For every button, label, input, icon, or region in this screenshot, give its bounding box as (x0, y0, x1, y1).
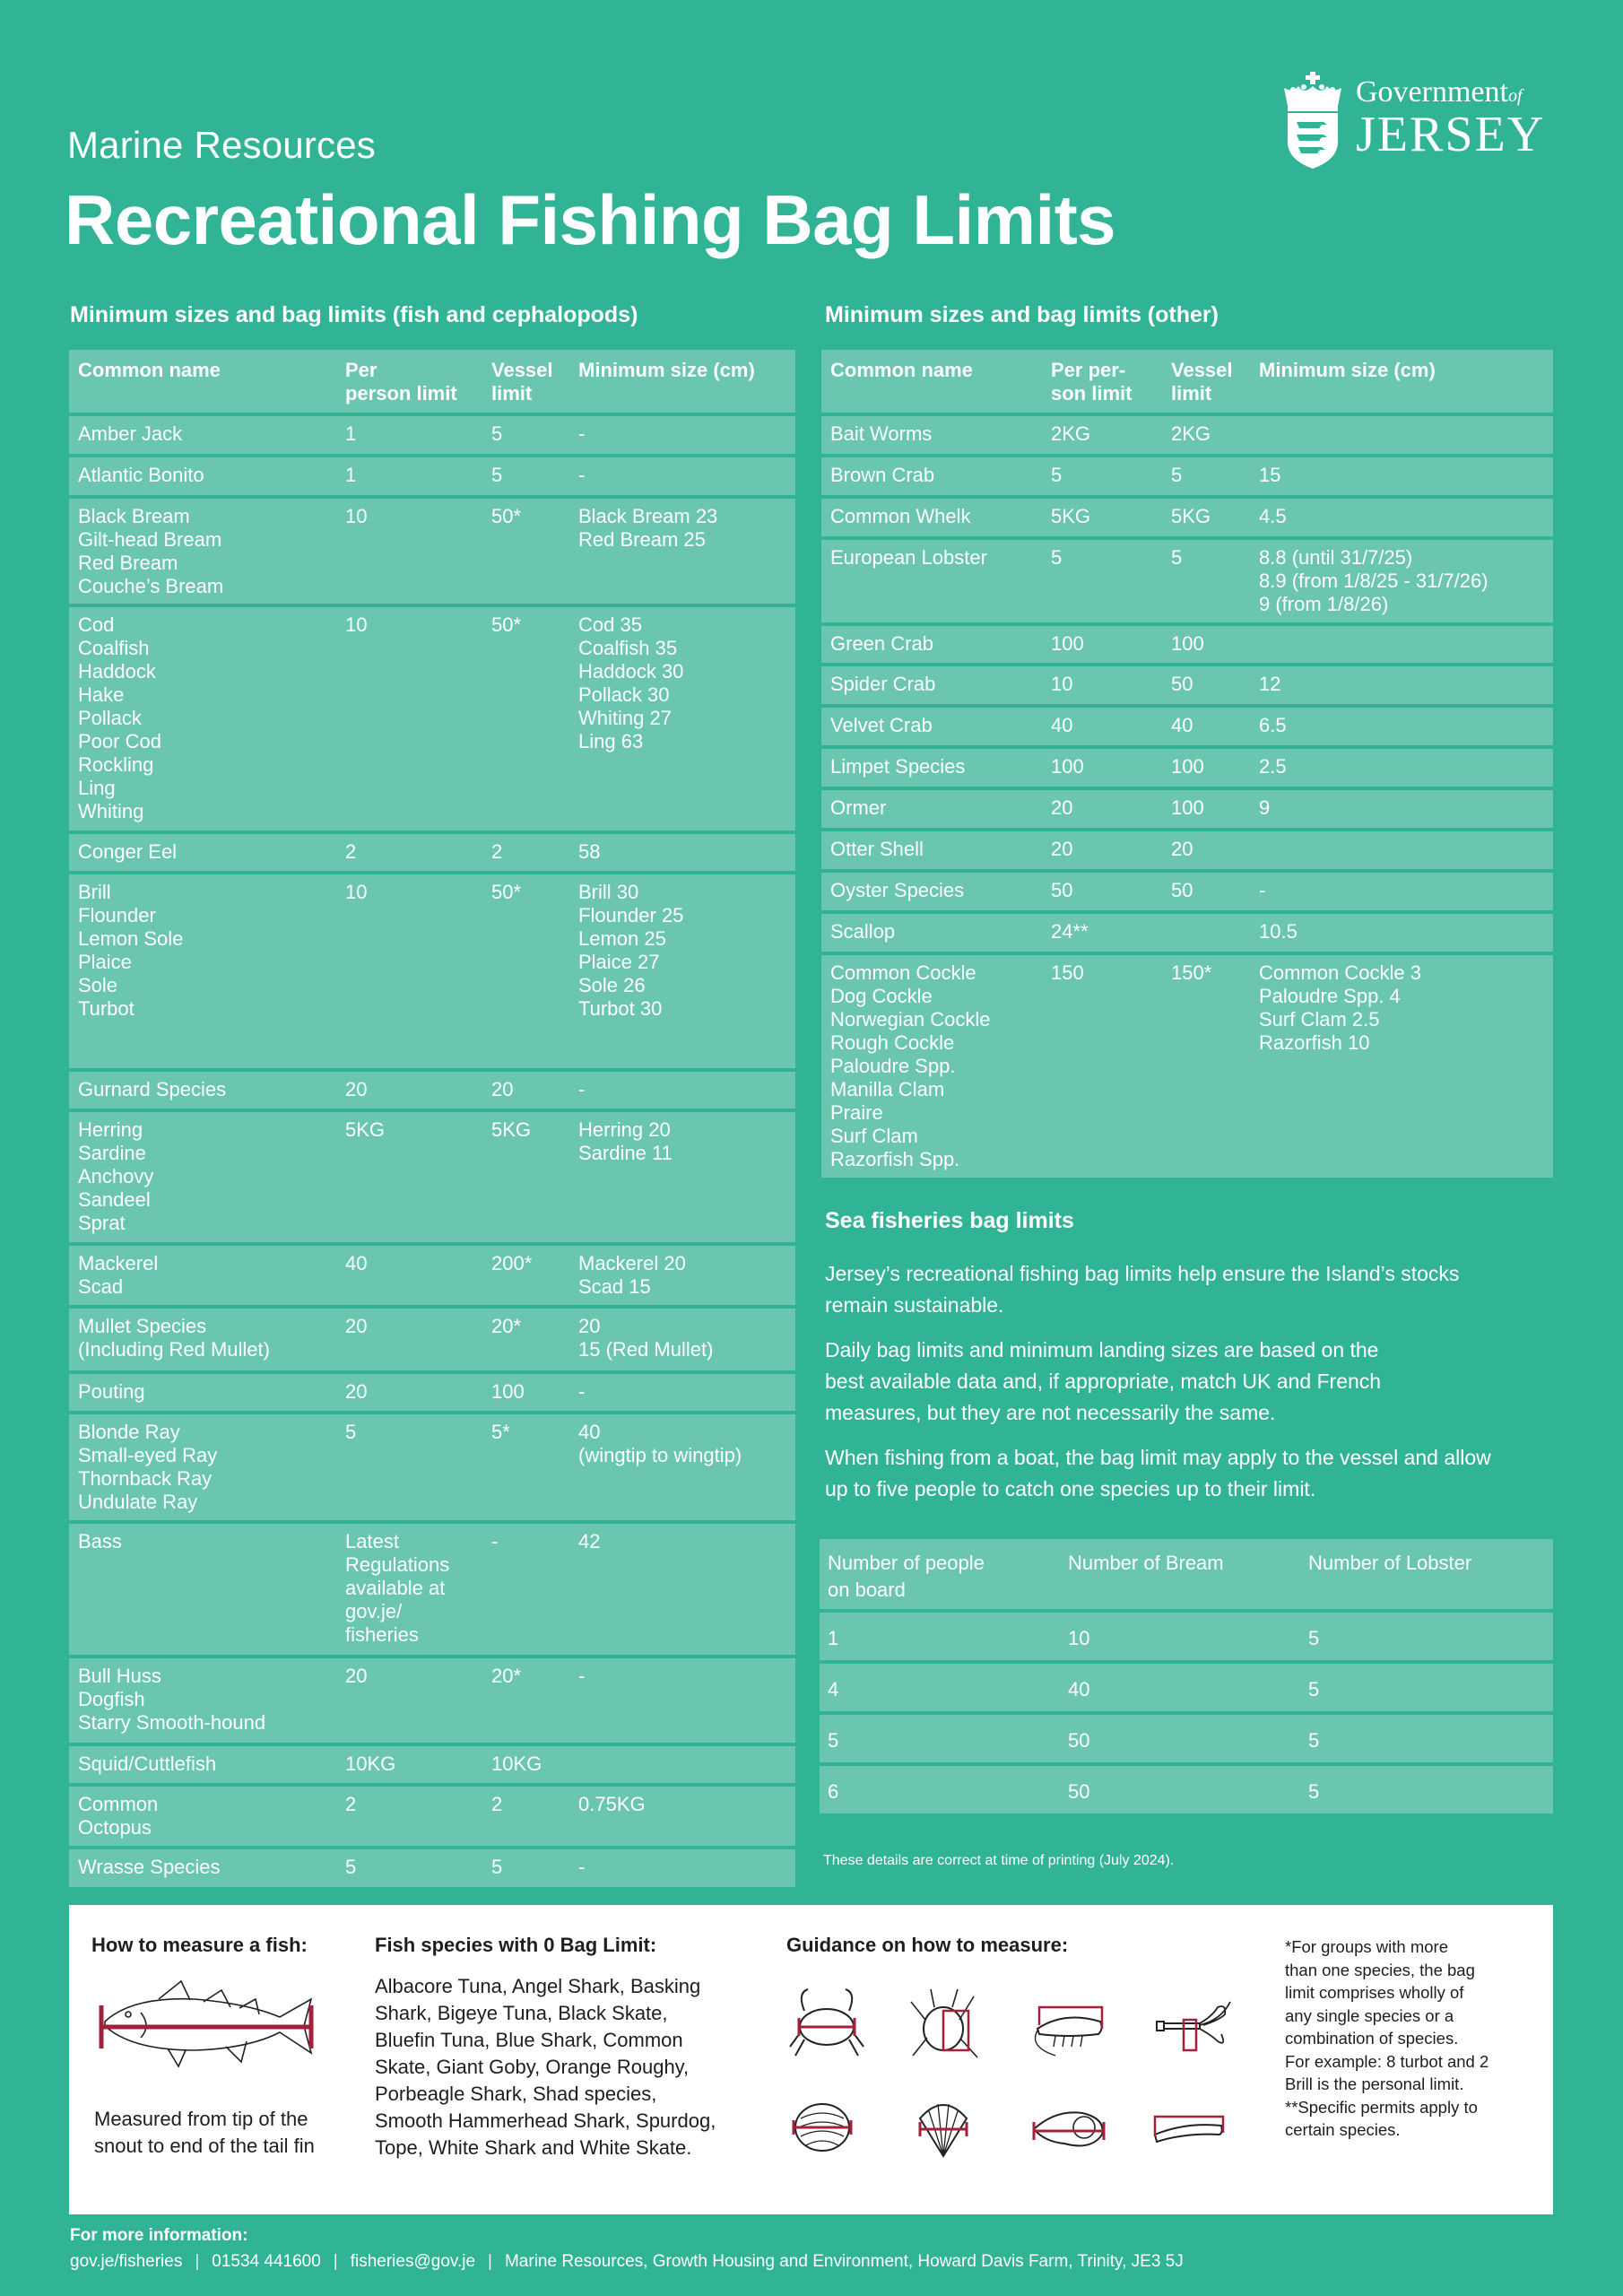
per-person-limit: Latest Regulations available at gov.je/ fisheries (345, 1524, 491, 1655)
species-name: Oyster Species (821, 873, 1051, 910)
whelk-icon (1028, 2083, 1114, 2172)
col-header-min-size: Minimum size (cm) (1259, 350, 1553, 413)
table-row (69, 834, 795, 871)
minimum-size: 4.5 (1259, 499, 1553, 536)
col-header-common-name: Common name (69, 350, 345, 413)
vessel-limit: 2 (491, 1787, 578, 1846)
table-row (821, 499, 1553, 536)
minimum-size: 20 15 (Red Mullet) (578, 1309, 795, 1370)
table-header-row (820, 1539, 1553, 1609)
minimum-size: Mackerel 20 Scad 15 (578, 1246, 795, 1305)
guidance-heading: Guidance on how to measure: (786, 1934, 1069, 1956)
vessel-limit: 5 (1171, 540, 1259, 622)
per-person-limit: 20 (345, 1658, 491, 1743)
table-row (69, 1746, 795, 1783)
species-name: Common Whelk (821, 499, 1051, 536)
vessel-limit: 20 (1171, 831, 1259, 869)
species-name: Brill Flounder Lemon Sole Plaice Sole Turbot (69, 874, 345, 1068)
logo-government-text: Government (1356, 75, 1508, 109)
col-header-vessel: Vessel limit (1171, 350, 1259, 413)
table-row (821, 790, 1553, 828)
per-person-limit: 1 (345, 416, 491, 454)
table-row (821, 749, 1553, 787)
separator: | (333, 2252, 338, 2271)
measurement-guidance-panel (69, 1905, 1553, 2214)
table-row (820, 1715, 1553, 1762)
table-row (820, 1613, 1553, 1660)
species-name: Wrasse Species (69, 1849, 345, 1887)
species-name: Cod Coalfish Haddock Hake Pollack Poor Cod Rockling Ling Whiting (69, 607, 345, 831)
minimum-size: Herring 20 Sardine 11 (578, 1112, 795, 1242)
table-header-row (69, 350, 795, 413)
species-name: Mackerel Scad (69, 1246, 345, 1305)
table-row (69, 1374, 795, 1411)
clam-icon (786, 2083, 872, 2172)
vessel-limit: 5 (491, 457, 578, 495)
measure-fish-heading: How to measure a fish: (91, 1934, 308, 1956)
per-person-limit: 5 (1051, 540, 1171, 622)
vessel-limit: 5 (491, 1849, 578, 1887)
vessel-limit: 5KG (1171, 499, 1259, 536)
jersey-crest-icon (1280, 70, 1345, 170)
table-row (821, 914, 1553, 952)
species-name: Velvet Crab (821, 708, 1051, 745)
table-row (69, 1658, 795, 1743)
vessel-limit: 50 (1171, 873, 1259, 910)
sea-fisheries-text (825, 1258, 1551, 1505)
table-row (821, 457, 1553, 495)
table-row (820, 1664, 1553, 1711)
species-name: Brown Crab (821, 457, 1051, 495)
people-on-board: 5 (820, 1715, 1060, 1762)
col-header-per-person: Per person limit (345, 350, 491, 413)
species-name: Bull Huss Dogfish Starry Smooth-hound (69, 1658, 345, 1743)
table-row (821, 666, 1553, 704)
species-name: Mullet Species (Including Red Mullet) (69, 1309, 345, 1370)
table-row (69, 1112, 795, 1242)
zero-limit-heading: Fish species with 0 Bag Limit: (375, 1934, 657, 1956)
table-row (69, 1849, 795, 1887)
table-row (69, 499, 795, 604)
vessel-limit: 5 (1171, 457, 1259, 495)
per-person-limit: 5KG (345, 1112, 491, 1242)
other-bag-limits-table (821, 346, 1553, 1181)
col-header-lobster: Number of Lobster (1300, 1539, 1553, 1609)
minimum-size: - (578, 1072, 795, 1109)
species-name: Spider Crab (821, 666, 1051, 704)
species-name: Pouting (69, 1374, 345, 1411)
minimum-size: Brill 30 Flounder 25 Lemon 25 Plaice 27 Sole 26 Turbot 30 (578, 874, 795, 1068)
per-person-limit: 2 (345, 834, 491, 871)
paragraph: Jersey’s recreational fishing bag limits help ensure the Island’s stocks remain sustainable. (825, 1262, 1460, 1317)
minimum-size: 2.5 (1259, 749, 1553, 787)
per-person-limit: 2KG (1051, 416, 1171, 454)
minimum-size (1259, 416, 1553, 454)
vessel-limit: 50* (491, 499, 578, 604)
fish-table-heading: Minimum sizes and bag limits (fish and cephalopods) (70, 302, 638, 327)
vessel-limit: 100 (491, 1374, 578, 1411)
minimum-size: - (578, 1658, 795, 1743)
minimum-size: - (1259, 873, 1553, 910)
species-name: Otter Shell (821, 831, 1051, 869)
vessel-limit: 20* (491, 1658, 578, 1743)
vessel-limit: 10KG (491, 1746, 578, 1783)
page-title: Recreational Fishing Bag Limits (65, 180, 1116, 259)
per-person-limit: 50 (1051, 873, 1171, 910)
minimum-size (1259, 626, 1553, 663)
minimum-size: 58 (578, 834, 795, 871)
lobster-count: 5 (1300, 1613, 1553, 1660)
table-row (69, 457, 795, 495)
vessel-limit: 5 (491, 416, 578, 454)
minimum-size: - (578, 1849, 795, 1887)
footnote: *For groups with more than one species, the bag limit comprises wholly of any single species or a combination of species. For example: 8 turbot and 2 Brill is the personal limit. **Specific permits apply to certain species. (1285, 1937, 1489, 2139)
minimum-size: 8.8 (until 31/7/25) 8.9 (from 1/8/25 - 31/7/26) 9 (from 1/8/26) (1259, 540, 1553, 622)
per-person-limit: 5KG (1051, 499, 1171, 536)
table-row (69, 607, 795, 831)
species-name: European Lobster (821, 540, 1051, 622)
minimum-size: 15 (1259, 457, 1553, 495)
vessel-limit: 20 (491, 1072, 578, 1109)
species-name: Limpet Species (821, 749, 1051, 787)
table-row (69, 1524, 795, 1655)
per-person-limit: 20 (1051, 831, 1171, 869)
per-person-limit: 2 (345, 1787, 491, 1846)
spider-crab-icon (907, 1984, 993, 2074)
email-link[interactable]: fisheries@gov.je (350, 2252, 476, 2271)
per-person-limit: 5 (345, 1414, 491, 1520)
vessel-limit: - (491, 1524, 578, 1655)
vessel-limit: 50* (491, 874, 578, 1068)
species-name: Green Crab (821, 626, 1051, 663)
table-row (821, 955, 1553, 1178)
minimum-size: 0.75KG (578, 1787, 795, 1846)
government-of-jersey-logo (1280, 70, 1549, 170)
minimum-size: - (578, 1374, 795, 1411)
vessel-limit: 20* (491, 1309, 578, 1370)
minimum-size: Cod 35 Coalfish 35 Haddock 30 Pollack 30 Whiting 27 Ling 63 (578, 607, 795, 831)
table-header-row (821, 350, 1553, 413)
col-header-min-size: Minimum size (cm) (578, 350, 795, 413)
contact-info (70, 2252, 1184, 2272)
species-name: Black Bream Gilt-head Bream Red Bream Couche’s Bream (69, 499, 345, 604)
lobster-count: 5 (1300, 1715, 1553, 1762)
vessel-limit: 100 (1171, 790, 1259, 828)
species-name: Conger Eel (69, 834, 345, 871)
phone-number[interactable]: 01534 441600 (212, 2252, 321, 2271)
boat-bag-limits-table (820, 1535, 1553, 1817)
vessel-limit: 150* (1171, 955, 1259, 1178)
website-link[interactable]: gov.je/fisheries (70, 2252, 183, 2271)
per-person-limit: 20 (345, 1309, 491, 1370)
people-on-board: 4 (820, 1664, 1060, 1711)
per-person-limit: 10 (345, 607, 491, 831)
minimum-size: 9 (1259, 790, 1553, 828)
per-person-limit: 5 (1051, 457, 1171, 495)
vessel-limit: 200* (491, 1246, 578, 1305)
brown-crab-icon (786, 1984, 872, 2074)
minimum-size: 42 (578, 1524, 795, 1655)
sea-fisheries-heading: Sea fisheries bag limits (825, 1208, 1074, 1233)
per-person-limit: 100 (1051, 626, 1171, 663)
minimum-size: Common Cockle 3 Paloudre Spp. 4 Surf Clam 2.5 Razorfish 10 (1259, 955, 1553, 1178)
col-header-common-name: Common name (821, 350, 1051, 413)
species-name: Ormer (821, 790, 1051, 828)
species-name: Herring Sardine Anchovy Sandeel Sprat (69, 1112, 345, 1242)
fish-bag-limits-table (69, 346, 795, 1891)
other-table-heading: Minimum sizes and bag limits (other) (825, 302, 1219, 327)
minimum-size (1259, 831, 1553, 869)
species-name: Common Cockle Dog Cockle Norwegian Cockle Rough Cockle Paloudre Spp. Manilla Clam Praire Surf Clam Razorfish Spp. (821, 955, 1051, 1178)
vessel-limit: 50* (491, 607, 578, 831)
paragraph: Daily bag limits and minimum landing sizes are based on the best available data and, if appropriate, match UK and French measures, but they are not necessarily the same. (825, 1338, 1382, 1424)
bream-count: 50 (1060, 1715, 1300, 1762)
per-person-limit: 100 (1051, 749, 1171, 787)
separator: | (195, 2252, 200, 2271)
measure-fish-caption: Measured from tip of the snout to end of the tail fin (94, 2108, 315, 2157)
logo-jersey-text: JERSEY (1356, 107, 1546, 162)
per-person-limit: 5 (345, 1849, 491, 1887)
col-header-vessel: Vessel limit (491, 350, 578, 413)
table-row (69, 416, 795, 454)
fish-measure-icon (96, 1977, 320, 2075)
per-person-limit: 10 (345, 499, 491, 604)
per-person-limit: 20 (345, 1374, 491, 1411)
per-person-limit: 40 (345, 1246, 491, 1305)
vessel-limit: 5* (491, 1414, 578, 1520)
per-person-limit: 10KG (345, 1746, 491, 1783)
vessel-limit: 2KG (1171, 416, 1259, 454)
table-row (820, 1766, 1553, 1813)
table-row (821, 873, 1553, 910)
per-person-limit: 20 (345, 1072, 491, 1109)
table-row (821, 416, 1553, 454)
per-person-limit: 1 (345, 457, 491, 495)
col-header-bream: Number of Bream (1060, 1539, 1300, 1609)
per-person-limit: 10 (1051, 666, 1171, 704)
postal-address: Marine Resources, Growth Housing and Environment, Howard Davis Farm, Trinity, JE3 5J (504, 2252, 1184, 2271)
minimum-size: 12 (1259, 666, 1553, 704)
zero-limit-species-list: Albacore Tuna, Angel Shark, Basking Shark, Bigeye Tuna, Black Skate, Bluefin Tuna, Blue Shark, Common Skate, Giant Goby, Orange Roughy, Porbeagle Shark, Shad species, Smooth Hammerhead Shark, Spurdog, Tope, White Shark and White Skate. (375, 1975, 716, 2159)
guidance-icons (786, 1984, 1253, 2172)
vessel-limit: 100 (1171, 749, 1259, 787)
minimum-size: 10.5 (1259, 914, 1553, 952)
minimum-size (578, 1746, 795, 1783)
table-row (69, 1414, 795, 1520)
species-name: Common Octopus (69, 1787, 345, 1846)
footer-heading: For more information: (70, 2226, 248, 2245)
people-on-board: 6 (820, 1766, 1060, 1813)
bream-count: 40 (1060, 1664, 1300, 1711)
people-on-board: 1 (820, 1613, 1060, 1660)
col-header-per-person: Per per- son limit (1051, 350, 1171, 413)
species-name: Gurnard Species (69, 1072, 345, 1109)
scallop-icon (907, 2083, 993, 2172)
table-row (821, 626, 1553, 663)
table-row (69, 1072, 795, 1109)
col-header-people: Number of people on board (820, 1539, 1060, 1609)
table-row (821, 831, 1553, 869)
per-person-limit: 150 (1051, 955, 1171, 1178)
table-row (821, 708, 1553, 745)
vessel-limit: 5KG (491, 1112, 578, 1242)
vessel-limit: 2 (491, 834, 578, 871)
separator: | (488, 2252, 492, 2271)
minimum-size: 6.5 (1259, 708, 1553, 745)
logo-of-text: of (1507, 86, 1523, 106)
species-name: Squid/Cuttlefish (69, 1746, 345, 1783)
table-row (69, 1246, 795, 1305)
printing-note: These details are correct at time of printing (July 2024). (823, 1853, 1175, 1868)
vessel-limit: 40 (1171, 708, 1259, 745)
table-row (69, 874, 795, 1068)
per-person-limit: 20 (1051, 790, 1171, 828)
bream-count: 10 (1060, 1613, 1300, 1660)
species-name: Bait Worms (821, 416, 1051, 454)
species-name: Amber Jack (69, 416, 345, 454)
section-subtitle: Marine Resources (67, 124, 376, 166)
bream-count: 50 (1060, 1766, 1300, 1813)
species-name: Bass (69, 1524, 345, 1655)
table-row (69, 1787, 795, 1846)
vessel-limit: 100 (1171, 626, 1259, 663)
minimum-size: 40 (wingtip to wingtip) (578, 1414, 795, 1520)
per-person-limit: 40 (1051, 708, 1171, 745)
table-row (821, 540, 1553, 622)
table-row (69, 1309, 795, 1370)
lobster-icon (1150, 1984, 1235, 2074)
minimum-size: - (578, 457, 795, 495)
species-name: Blonde Ray Small-eyed Ray Thornback Ray Undulate Ray (69, 1414, 345, 1520)
species-name: Scallop (821, 914, 1051, 952)
minimum-size: Black Bream 23 Red Bream 25 (578, 499, 795, 604)
lobster-count: 5 (1300, 1664, 1553, 1711)
lobster-count: 5 (1300, 1766, 1553, 1813)
paragraph: When fishing from a boat, the bag limit may apply to the vessel and allow up to five people to catch one species up to their limit. (825, 1446, 1491, 1500)
vessel-limit: 50 (1171, 666, 1259, 704)
species-name: Atlantic Bonito (69, 457, 345, 495)
prawn-icon (1028, 1984, 1114, 2074)
razorfish-icon (1150, 2083, 1235, 2172)
minimum-size: - (578, 416, 795, 454)
vessel-limit (1171, 914, 1259, 952)
per-person-limit: 24** (1051, 914, 1171, 952)
per-person-limit: 10 (345, 874, 491, 1068)
